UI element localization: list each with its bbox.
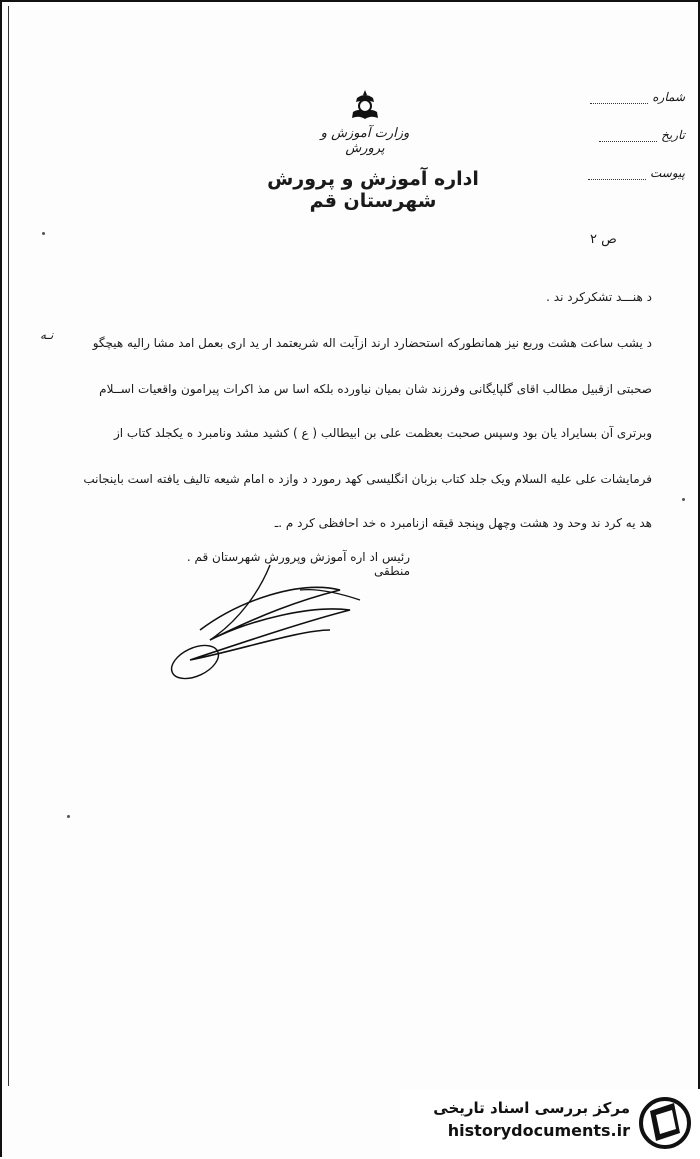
ministry-name: وزارت آموزش و پرورش [320, 126, 410, 156]
body-line: وبرتری آن بسایراد یان بود وسپس صحبت بعظمت علی بن ابیطالب ( ع ) کشید مشد ونامبرد ه یکجلد کتاب از [113, 426, 652, 440]
department-title: اداره آموزش و پرورش شهرستان قم [267, 168, 479, 212]
watermark-footer [400, 1089, 700, 1159]
footer-text [433, 1099, 630, 1140]
org-name: مرکز بررسی اسناد تاریخی [433, 1099, 630, 1117]
handwritten-signature [150, 560, 380, 690]
page-number: ص ۲ [590, 232, 617, 247]
number-field [580, 90, 685, 104]
number-dots [590, 103, 648, 104]
body-line: هد یه کرد ند وحد ود هشت وچهل وپنجد قیقه ازنامبرد ه خد احافظی کرد م .ـ [274, 516, 652, 530]
attachment-label: پیوست [650, 166, 685, 180]
signatory-title: رئیس اد اره آموزش وپرورش شهرستان قم . منطقی [186, 550, 410, 578]
left-margin-line [8, 6, 9, 1086]
lion-and-sun-emblem-icon [347, 88, 383, 122]
date-label: تاریخ [661, 128, 685, 142]
number-label: شماره [652, 90, 685, 104]
body-line: فرمایشات علی علیه السلام ویک جلد کتاب بزبان انگلیسی کهد رمورد د وازد ه امام شیعه تالیف یافته است باینجانب [83, 472, 652, 486]
site-url[interactable]: historydocuments.ir [447, 1121, 630, 1140]
attachment-dots [588, 179, 646, 180]
speck-mark [682, 498, 685, 501]
speck-mark [42, 232, 45, 235]
margin-note: نـه [40, 328, 54, 342]
body-line: د هنـــد تشکرکرد ند . [546, 290, 652, 304]
archive-logo-icon [636, 1093, 694, 1153]
attachment-field [580, 166, 685, 180]
body-line: صحبتی ازقبیل مطالب اقای گلپایگانی وفرزند شان بمیان نیاورده بلکه اسا س مذ اکرات پیرامون واقعیات اســلام [99, 382, 652, 396]
body-line: د یشب ساعت هشت وربع نیز همانطورکه استحضارد ارند ازآیت اله شریعتمد ار ید اری بعمل امد مشا رالیه هیچگو [92, 336, 652, 350]
speck-mark [67, 815, 70, 818]
date-field [580, 128, 685, 142]
date-dots [599, 141, 657, 142]
